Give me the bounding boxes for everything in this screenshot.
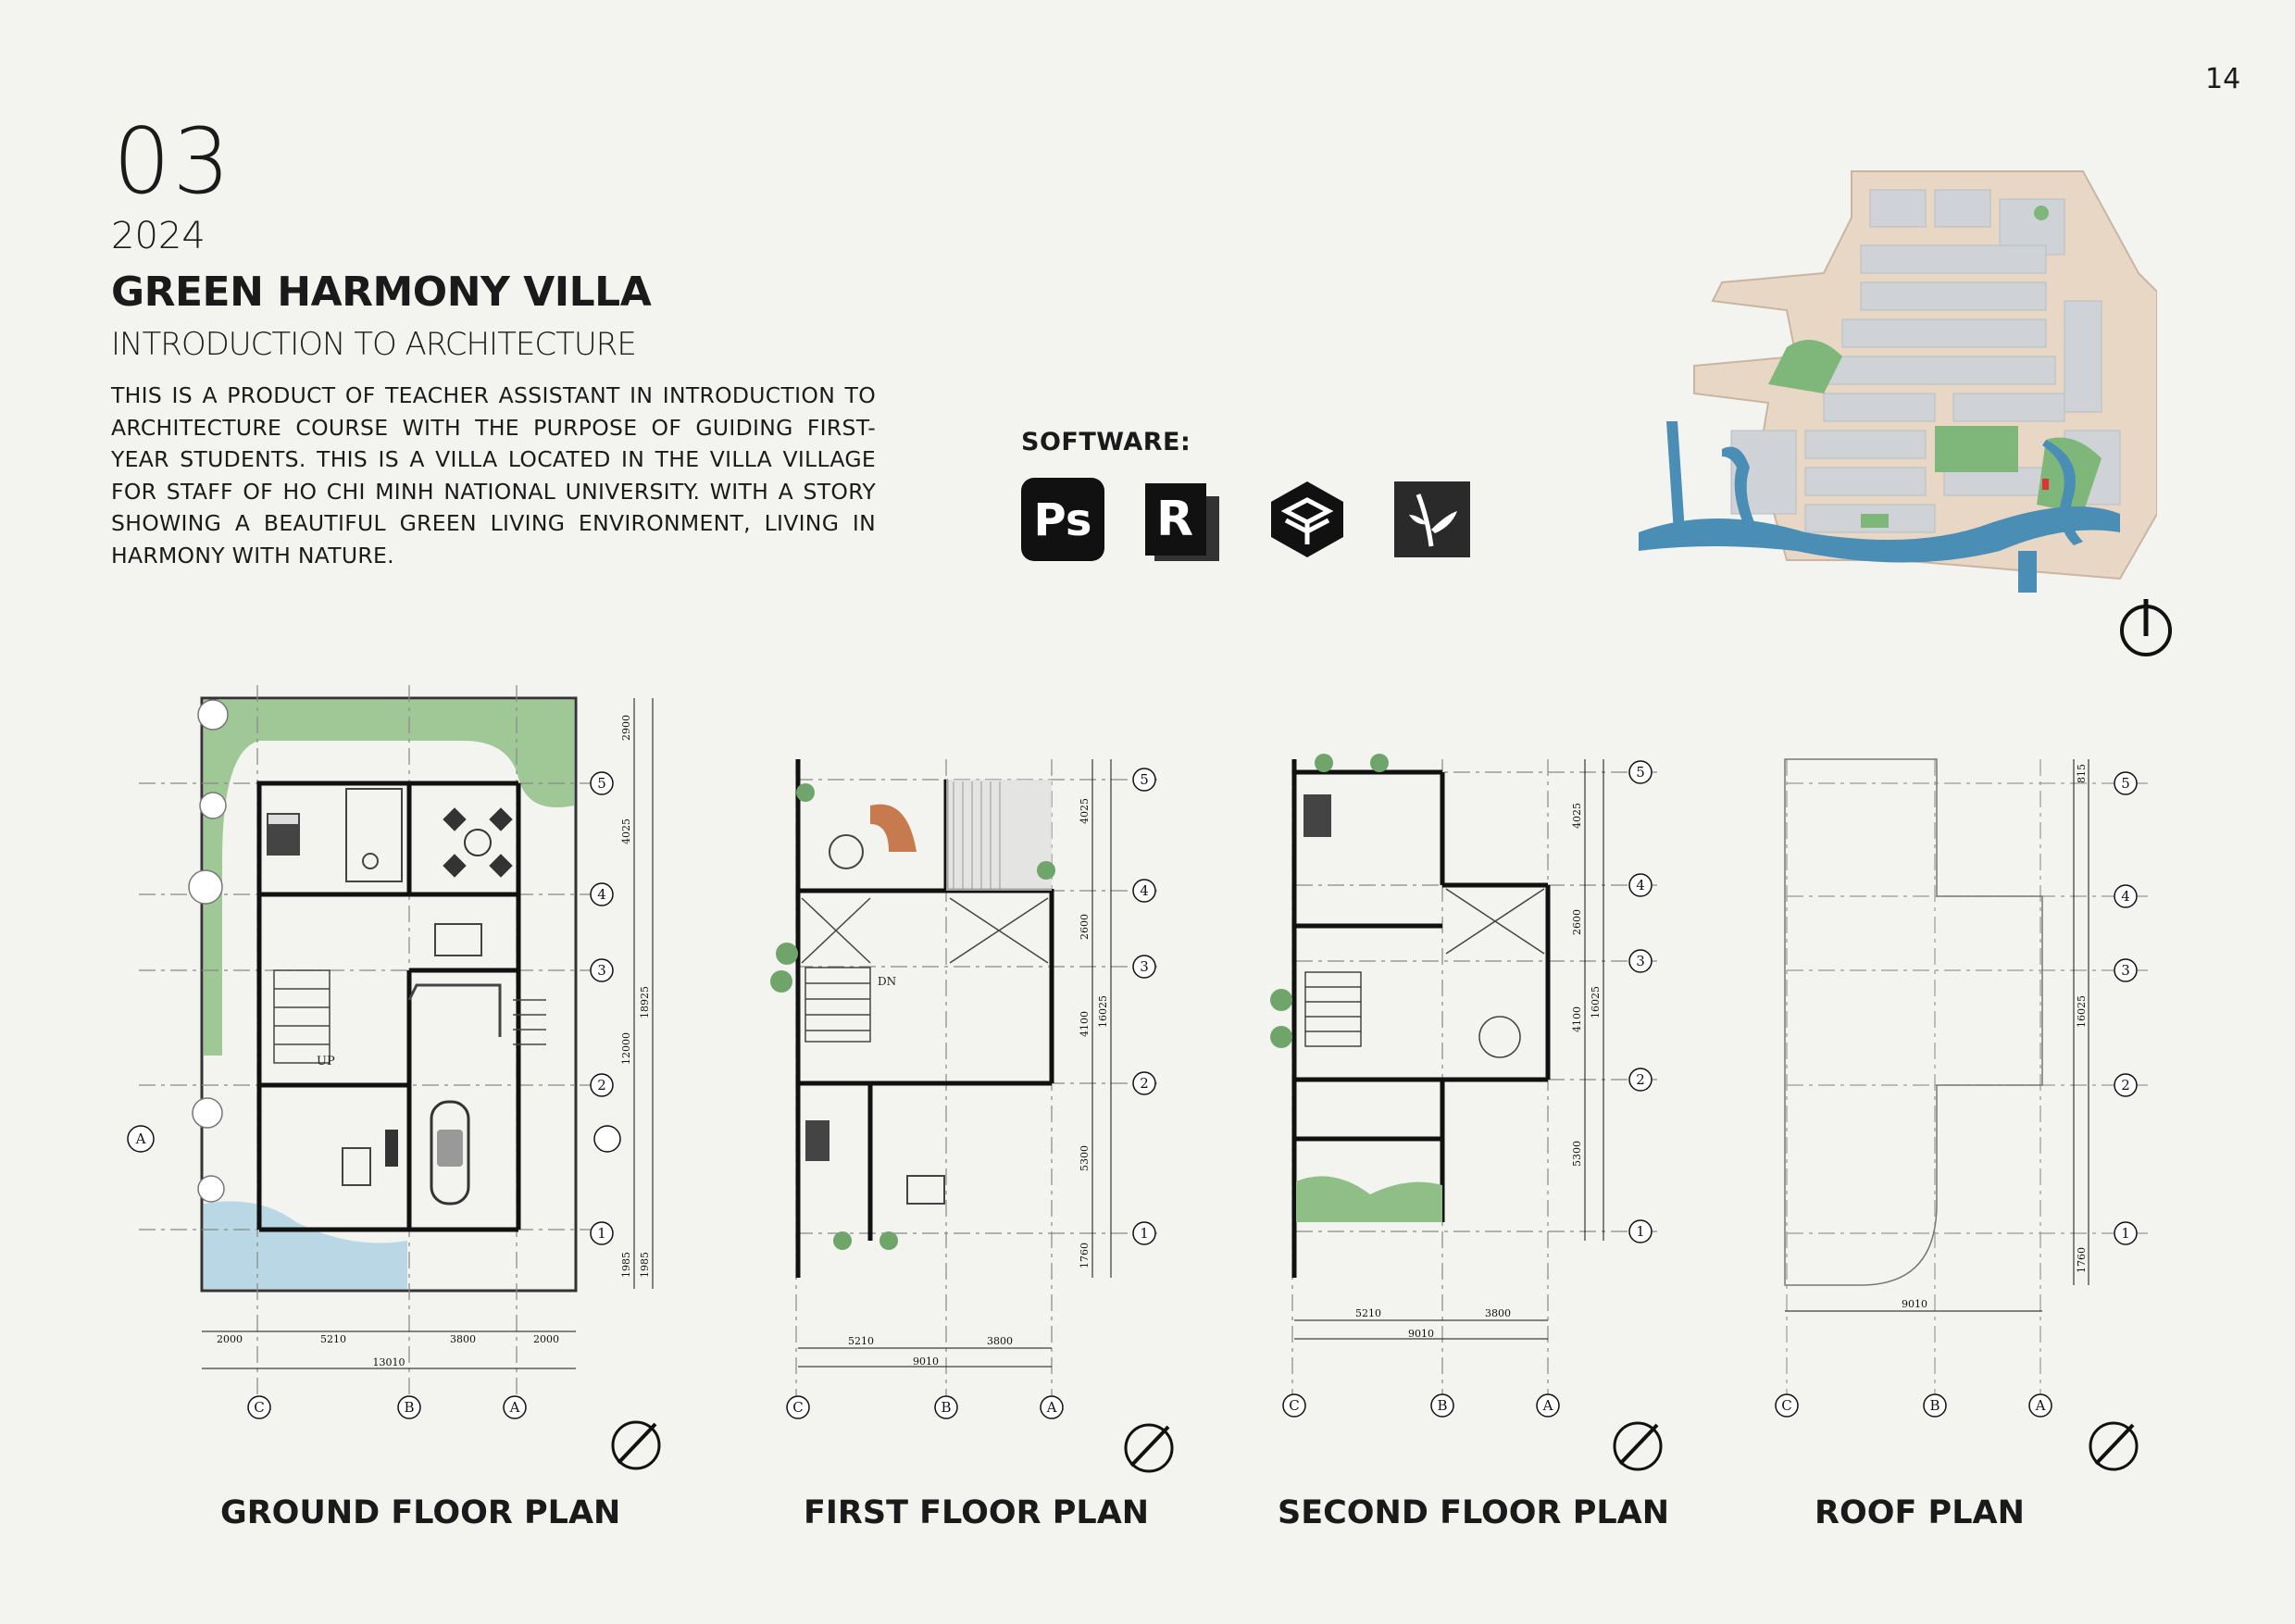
project-year: 2024 [111, 215, 206, 257]
site-plan-map [1639, 162, 2157, 681]
svg-text:2900: 2900 [620, 715, 632, 741]
svg-text:C: C [1781, 1397, 1792, 1414]
svg-text:B: B [941, 1399, 952, 1416]
svg-text:4: 4 [597, 886, 606, 903]
svg-text:A: A [135, 1131, 146, 1147]
svg-text:1985: 1985 [620, 1252, 632, 1278]
svg-text:B: B [404, 1399, 415, 1416]
svg-text:A: A [509, 1399, 520, 1416]
svg-text:C: C [1289, 1397, 1300, 1414]
svg-text:3: 3 [597, 962, 606, 979]
roof-plan-label: ROOF PLAN [1815, 1494, 2025, 1531]
first-compass-icon [1122, 1421, 1176, 1475]
second-floor-plan [1268, 741, 1676, 1444]
svg-text:4100: 4100 [1571, 1006, 1583, 1032]
svg-text:5300: 5300 [1571, 1141, 1583, 1167]
svg-text:1760: 1760 [1079, 1243, 1091, 1268]
svg-text:4: 4 [1636, 877, 1645, 893]
ground-floor-plan [111, 630, 685, 1444]
svg-text:3800: 3800 [1485, 1307, 1511, 1319]
svg-text:1760: 1760 [2076, 1247, 2088, 1273]
first-floor-plan [768, 741, 1176, 1444]
svg-text:3: 3 [1140, 958, 1149, 975]
svg-text:2: 2 [2121, 1077, 2130, 1093]
second-floor-plan-label: SECOND FLOOR PLAN [1278, 1494, 1670, 1531]
svg-text:5: 5 [1636, 764, 1645, 781]
svg-text:4: 4 [1140, 882, 1149, 899]
svg-text:16025: 16025 [1097, 995, 1109, 1028]
svg-text:2: 2 [597, 1077, 606, 1093]
sketchup-icon [1266, 478, 1349, 561]
svg-text:4: 4 [2121, 888, 2130, 905]
software-label: SOFTWARE: [1021, 428, 1191, 456]
svg-text:B: B [1929, 1397, 1940, 1414]
project-number: 03 [113, 109, 232, 215]
photoshop-icon [1021, 478, 1104, 561]
svg-text:Ps: Ps [1033, 494, 1092, 546]
svg-text:4025: 4025 [1571, 803, 1583, 829]
svg-text:1: 1 [2121, 1225, 2130, 1242]
svg-text:5: 5 [1140, 771, 1149, 788]
north-arrow-icon [2118, 597, 2174, 662]
svg-text:A: A [1046, 1399, 1057, 1416]
svg-text:R: R [1155, 492, 1194, 547]
ground-floor-plan-label: GROUND FLOOR PLAN [220, 1494, 621, 1531]
svg-text:4025: 4025 [1079, 798, 1091, 824]
svg-text:C: C [792, 1399, 804, 1416]
svg-text:1: 1 [597, 1225, 606, 1242]
page-number: 14 [2205, 63, 2241, 95]
svg-text:16025: 16025 [1590, 986, 1602, 1018]
svg-text:4100: 4100 [1079, 1011, 1091, 1037]
svg-text:2: 2 [1140, 1075, 1149, 1092]
svg-text:1: 1 [1636, 1223, 1645, 1240]
svg-text:4025: 4025 [620, 818, 632, 844]
svg-text:3800: 3800 [987, 1335, 1013, 1347]
svg-text:3: 3 [2121, 962, 2130, 979]
project-description: THIS IS A PRODUCT OF TEACHER ASSISTANT IN INTRODUCTION TO ARCHITECTURE COURSE WITH THE PURPOSE OF GUIDING FIRST-YEAR STUDENTS. THIS IS A VILLA LOCATED IN THE VILLA VILLAGE FOR STAFF OF HO CHI MINH NATIONAL UNIVERSITY. WITH A STORY SHOWING A BEAUTIFUL GREEN LIVING ENVIRONMENT, LIVING IN HARMONY WITH NATURE. [111, 382, 876, 568]
svg-text:2000: 2000 [533, 1333, 559, 1345]
svg-text:9010: 9010 [1408, 1328, 1434, 1340]
svg-text:1: 1 [1140, 1225, 1149, 1242]
ground-compass-icon [609, 1418, 663, 1472]
svg-text:5300: 5300 [1079, 1145, 1091, 1171]
stair-down-label: DN [878, 975, 897, 988]
first-floor-plan-label: FIRST FLOOR PLAN [804, 1494, 1150, 1531]
svg-text:B: B [1437, 1397, 1448, 1414]
stair-up-label: UP [317, 1055, 335, 1068]
svg-text:9010: 9010 [913, 1355, 939, 1368]
svg-text:815: 815 [2076, 764, 2088, 783]
svg-text:5210: 5210 [848, 1335, 874, 1347]
roof-plan [1759, 741, 2166, 1444]
svg-text:5: 5 [2121, 775, 2130, 792]
enscape-icon [1391, 478, 1474, 561]
svg-text:3800: 3800 [450, 1333, 476, 1345]
svg-text:2600: 2600 [1571, 909, 1583, 935]
project-title: GREEN HARMONY VILLA [111, 269, 652, 316]
svg-text:A: A [1542, 1397, 1553, 1414]
roof-compass-icon [2087, 1419, 2140, 1473]
svg-text:13010: 13010 [372, 1356, 405, 1368]
svg-text:2: 2 [1636, 1071, 1645, 1088]
svg-text:3: 3 [1636, 953, 1645, 969]
revit-icon [1141, 478, 1225, 561]
second-compass-icon [1611, 1419, 1665, 1473]
svg-text:2000: 2000 [217, 1333, 243, 1345]
svg-text:2600: 2600 [1079, 914, 1091, 940]
svg-text:18925: 18925 [639, 986, 651, 1018]
project-subtitle: INTRODUCTION TO ARCHITECTURE [111, 326, 636, 363]
svg-text:5: 5 [597, 775, 606, 792]
svg-text:1985: 1985 [639, 1252, 651, 1278]
svg-text:5210: 5210 [320, 1333, 346, 1345]
svg-text:16025: 16025 [2076, 995, 2088, 1028]
svg-text:C: C [254, 1399, 265, 1416]
svg-text:9010: 9010 [1902, 1298, 1927, 1310]
svg-text:12000: 12000 [620, 1032, 632, 1065]
svg-text:A: A [2035, 1397, 2046, 1414]
svg-text:5210: 5210 [1355, 1307, 1381, 1319]
